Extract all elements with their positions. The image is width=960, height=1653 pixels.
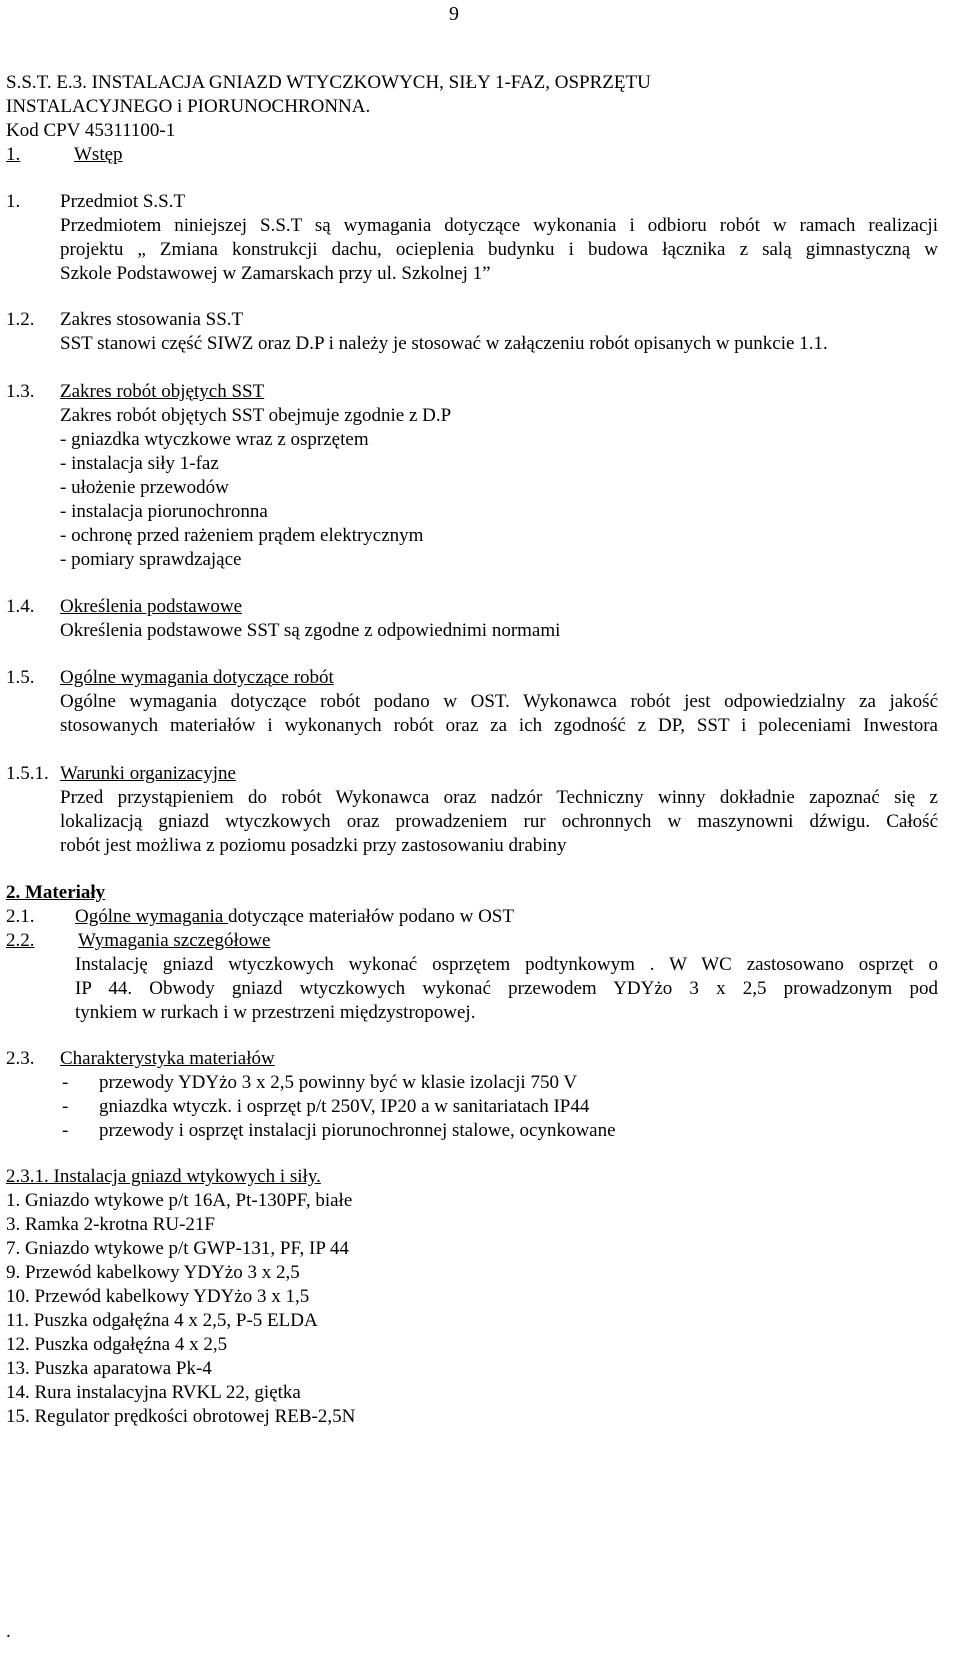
section-2-1-title: Ogólne wymagania [75, 906, 229, 927]
section-1-title: Wstęp [74, 144, 123, 165]
section-1-5-1-body-line-2: lokalizacją gniazd wtyczkowych oraz prowadzeniem rur ochronnych w maszynowni dźwigu. Całość [60, 811, 938, 832]
section-2-1-rest: dotyczące materiałów podano w OST [228, 906, 514, 927]
section-1-1-title: Przedmiot S.S.T [60, 191, 186, 212]
spec-heading-line-1: S.S.T. E.3. INSTALACJA GNIAZD WTYCZKOWYCH, SIŁY 1-FAZ, OSPRZĘTU [6, 72, 651, 93]
spec-heading-line-2: INSTALACYJNEGO i PIORUNOCHRONNA. [6, 96, 371, 117]
list-item: - instalacja piorunochronna [60, 501, 268, 522]
section-1-number: 1. [6, 144, 21, 165]
material-item: 13. Puszka aparatowa Pk-4 [6, 1358, 212, 1379]
section-1-3-intro: Zakres robót objętych SST obejmuje zgodnie z D.P [60, 405, 452, 426]
section-1-5-body-line-2: stosowanych materiałów i wykonanych robót oraz za ich zgodność z DP, SST i poleceniami Inwestora [60, 715, 938, 736]
section-1-2-body: SST stanowi część SIWZ oraz D.P i należy je stosować w załączeniu robót opisanych w punkcie 1.1. [60, 333, 828, 354]
cpv-code: Kod CPV 45311100-1 [6, 120, 176, 141]
section-2-2-body-line-2: IP 44. Obwody gniazd wtyczkowych wykonać przewodem YDYżo 3 x 2,5 prowadzonym pod [75, 978, 938, 999]
section-2-3-1-title: 2.3.1. Instalacja gniazd wtykowych i siły. [6, 1166, 321, 1187]
section-1-1-body-line-1: Przedmiotem niniejszej S.S.T są wymagania dotyczące wykonania i odbioru robót w ramach realizacji [60, 215, 938, 236]
section-2-2-number: 2.2. [6, 930, 35, 951]
list-item-dash: - [62, 1096, 69, 1117]
section-1-1-body-line-3: Szkole Podstawowej w Zamarskach przy ul. Szkolnej 1” [60, 263, 491, 284]
material-item: 11. Puszka odgałęźna 4 x 2,5, P-5 ELDA [6, 1310, 318, 1331]
section-1-4-number: 1.4. [6, 596, 35, 617]
section-1-3-number: 1.3. [6, 381, 35, 402]
section-2-1-number: 2.1. [6, 906, 35, 927]
list-item: przewody YDYżo 3 x 2,5 powinny być w klasie izolacji 750 V [99, 1072, 578, 1093]
section-2-2-title: Wymagania szczegółowe [78, 930, 271, 951]
list-item-dash: - [62, 1120, 69, 1141]
material-item: 1. Gniazdo wtykowe p/t 16A, Pt-130PF, białe [6, 1190, 353, 1211]
section-1-5-title: Ogólne wymagania dotyczące robót [60, 667, 334, 688]
section-1-1-number: 1. [6, 191, 21, 212]
section-1-5-body-line-1: Ogólne wymagania dotyczące robót podano w OST. Wykonawca robót jest odpowiedzialny za jakość [60, 691, 938, 712]
material-item: 10. Przewód kabelkowy YDYżo 3 x 1,5 [6, 1286, 310, 1307]
list-item: - ułożenie przewodów [60, 477, 229, 498]
list-item: - gniazdka wtyczkowe wraz z osprzętem [60, 429, 369, 450]
section-1-3-title: Zakres robót objętych SST [60, 381, 265, 402]
section-2-title: 2. Materiały [6, 882, 106, 903]
list-item: przewody i osprzęt instalacji piorunochronnej stalowe, ocynkowane [99, 1120, 616, 1141]
section-2-3-title: Charakterystyka materiałów [60, 1048, 275, 1069]
material-item: 9. Przewód kabelkowy YDYżo 3 x 2,5 [6, 1262, 300, 1283]
section-1-5-1-body-line-3: robót jest możliwa z poziomu posadzki przy zastosowaniu drabiny [60, 835, 567, 856]
page-number: 9 [449, 3, 459, 25]
section-1-5-1-number: 1.5.1. [6, 763, 49, 784]
material-item: 7. Gniazdo wtykowe p/t GWP-131, PF, IP 44 [6, 1238, 349, 1259]
list-item: - pomiary sprawdzające [60, 549, 242, 570]
material-item: 3. Ramka 2-krotna RU-21F [6, 1214, 215, 1235]
footer-dot: . [6, 1621, 11, 1642]
list-item: gniazdka wtyczk. i osprzęt p/t 250V, IP20 a w sanitariatach IP44 [99, 1096, 590, 1117]
section-2-2-body-line-3: tynkiem w rurkach i w przestrzeni międzystropowej. [75, 1002, 476, 1023]
section-1-4-title: Określenia podstawowe [60, 596, 243, 617]
material-item: 12. Puszka odgałęźna 4 x 2,5 [6, 1334, 228, 1355]
section-1-4-body: Określenia podstawowe SST są zgodne z odpowiednimi normami [60, 620, 561, 641]
section-2-3-number: 2.3. [6, 1048, 35, 1069]
list-item: - instalacja siły 1-faz [60, 453, 219, 474]
list-item-dash: - [62, 1072, 69, 1093]
section-2-2-body-line-1: Instalację gniazd wtyczkowych wykonać osprzętem podtynkowym . W WC zastosowano osprzęt o [75, 954, 938, 975]
section-1-5-1-body-line-1: Przed przystąpieniem do robót Wykonawca oraz nadzór Techniczny winny dokładnie zapoznać się z [60, 787, 938, 808]
section-1-1-body-line-2: projektu „ Zmiana konstrukcji dachu, ocieplenia budynku i budowa łącznika z salą gimnastyczną w [60, 239, 938, 260]
material-item: 14. Rura instalacyjna RVKL 22, giętka [6, 1382, 301, 1403]
list-item: - ochronę przed rażeniem prądem elektrycznym [60, 525, 424, 546]
section-1-5-1-title: Warunki organizacyjne [60, 763, 236, 784]
section-1-5-number: 1.5. [6, 667, 35, 688]
section-1-2-title: Zakres stosowania SS.T [60, 309, 244, 330]
section-2-1-text [75, 905, 514, 929]
section-1-2-number: 1.2. [6, 309, 35, 330]
material-item: 15. Regulator prędkości obrotowej REB-2,5N [6, 1406, 356, 1427]
